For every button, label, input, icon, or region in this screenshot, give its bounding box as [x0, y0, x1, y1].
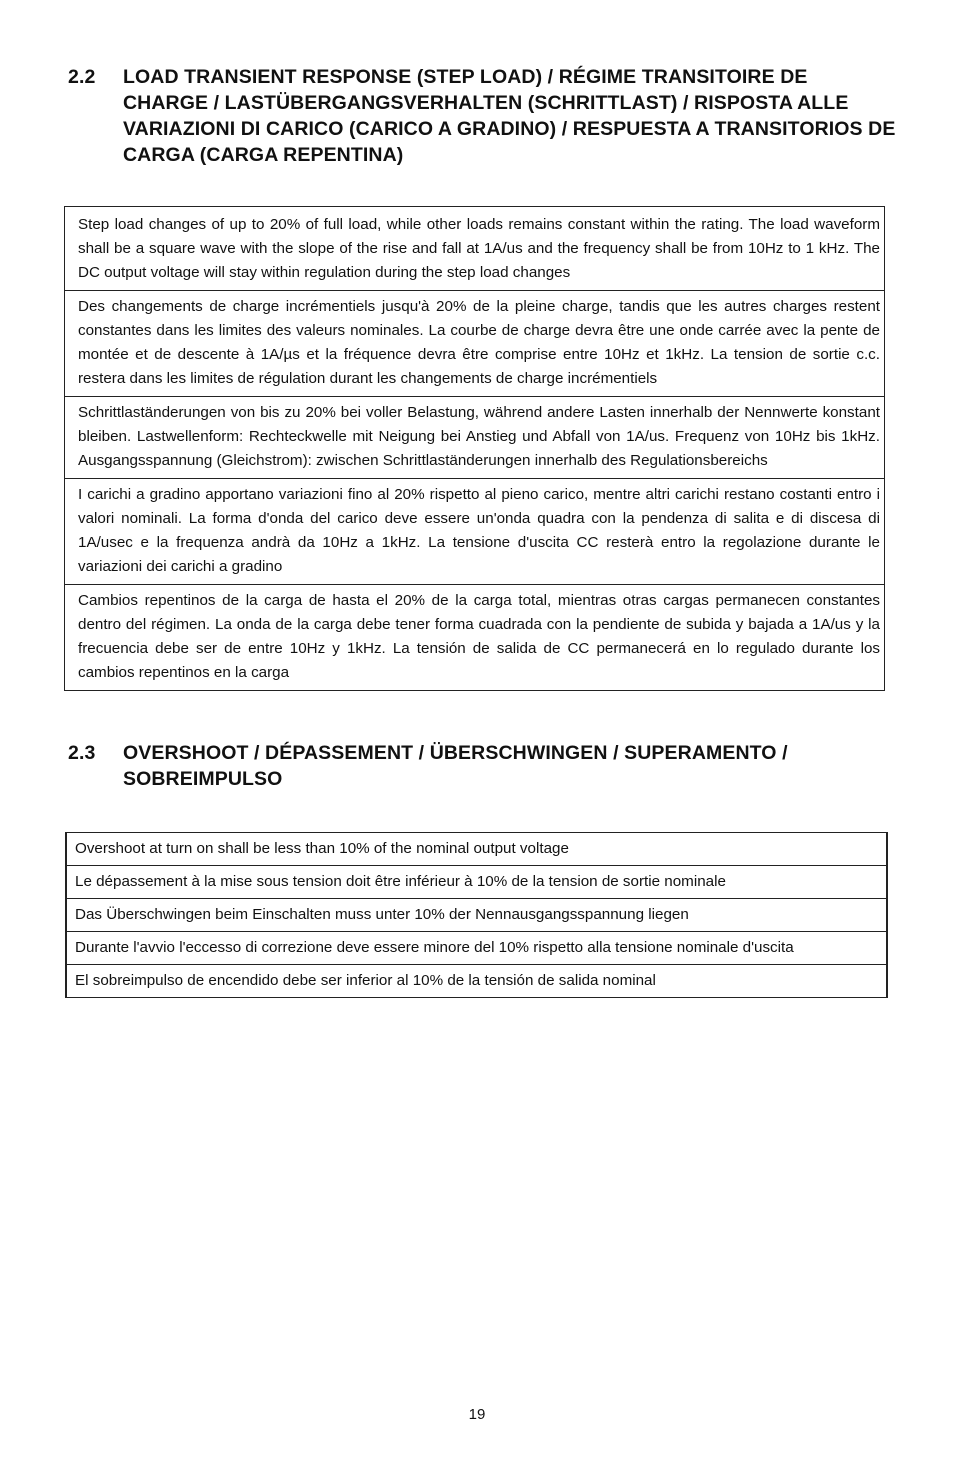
paragraph-italian: I carichi a gradino apportano variazioni fino al 20% rispetto al pieno carico, mentre altri carichi restano costanti entro i valori nominali. La forma d'onda del carico deve essere un'onda quadra con la pendenza di salita e di discesa di 1A/usec e la frequenza andrà da 10Hz a 1kHz. La tensione d'uscita CC resterà entro la regolazione durante le variazioni dei carichi a gradino	[65, 479, 884, 585]
row-french: Le dépassement à la mise sous tension doit être inférieur à 10% de la tension de sortie nominale	[67, 866, 886, 899]
section-title: OVERSHOOT / DÉPASSEMENT / ÜBERSCHWINGEN / SUPERAMENTO / SOBREIMPULSO	[123, 742, 788, 790]
paragraph-spanish: Cambios repentinos de la carga de hasta el 20% de la carga total, mientras otras cargas permanecen constantes dentro del régimen. La onda de la carga debe tener forma cuadrada con la pendiente de subida y bajada a 1A/us y la frecuencia debe ser de entre 10Hz y 1kHz. La tensión de salida de CC permanecerá en lo regulado durante los cambios repentinos en la carga	[78, 592, 880, 681]
section-title: LOAD TRANSIENT RESPONSE (STEP LOAD) / RÉGIME TRANSITOIRE DE CHARGE / LASTÜBERGANGSVERHALTEN (SCHRITTLAST) / RISPOSTA ALLE VARIAZIONI DI CARICO (CARICO A GRADINO) / RESPUESTA A TRANSITORIOS DE CARGA (CARGA REPENTINA)	[123, 66, 896, 166]
page-number: 19	[468, 1406, 486, 1423]
row-german: Das Überschwingen beim Einschalten muss unter 10% der Nennausgangsspannung liegen	[67, 899, 886, 932]
section-2-2-heading	[68, 64, 898, 168]
row-italian: Durante l'avvio l'eccesso di correzione deve essere minore del 10% rispetto alla tensione nominale d'uscita	[67, 932, 886, 965]
paragraph-german: Schrittlaständerungen von bis zu 20% bei voller Belastung, während andere Lasten innerhalb der Nennwerte konstant bleiben. Lastwellenform: Rechteckwelle mit Neigung bei Anstieg und Abfall von 1A/us. Frequenz von 10Hz bis 1kHz. Ausgangsspannung (Gleichstrom): zwischen Schrittlaständerungen innerhalb des Regulationsbereichs	[65, 397, 884, 479]
paragraph-english: Step load changes of up to 20% of full load, while other loads remains constant within the rating. The load waveform shall be a square wave with the slope of the rise and fall at 1A/us and the frequency shall be from 10Hz to 1 kHz. The DC output voltage will stay within regulation during the step load changes	[65, 207, 884, 291]
section-number: 2.2	[68, 66, 96, 88]
load-transient-table	[64, 206, 885, 691]
paragraph-french: Des changements de charge incrémentiels jusqu'à 20% de la pleine charge, tandis que les autres charges restent constantes dans les limites des valeurs nominales. La courbe de charge devra être une onde carrée avec la pente de montée et de descente à 1A/µs et la fréquence devra être comprise entre 10Hz et 1kHz. La tension de sortie c.c. restera dans les limites de régulation durant les changements de charge incrémentiels	[65, 291, 884, 397]
section-number: 2.3	[68, 742, 96, 764]
row-english: Overshoot at turn on shall be less than 10% of the nominal output voltage	[67, 833, 886, 866]
overshoot-table	[65, 832, 888, 998]
row-spanish: El sobreimpulso de encendido debe ser inferior al 10% de la tensión de salida nominal	[75, 972, 656, 989]
section-2-3-heading	[68, 740, 898, 792]
